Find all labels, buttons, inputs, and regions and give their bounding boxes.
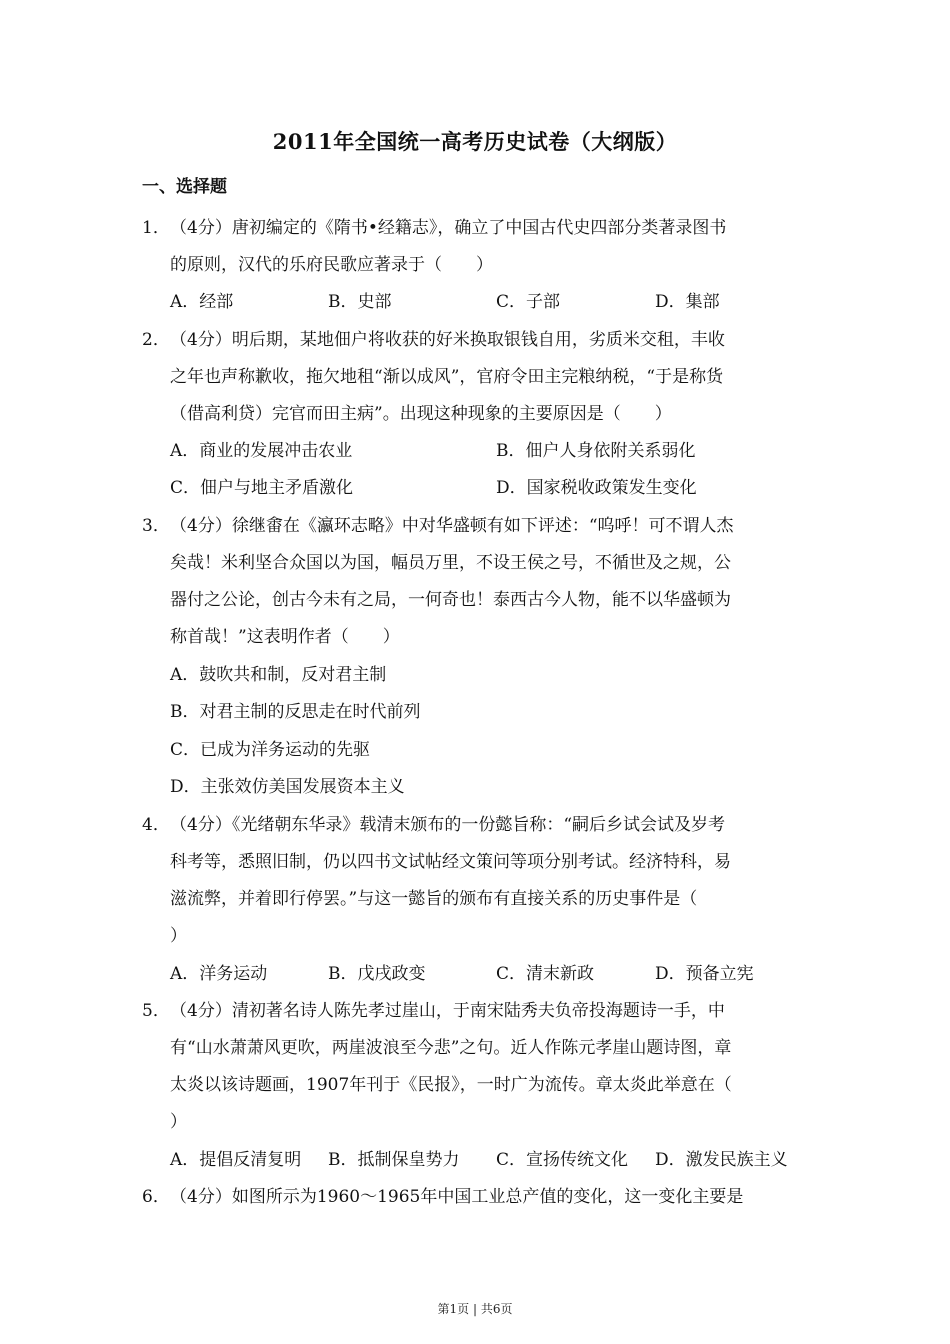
option-b: B．戊戌政变 bbox=[328, 964, 426, 984]
option-c: C．子部 bbox=[496, 292, 561, 312]
question-text-line: 称首哉！”这表明作者（ ） bbox=[170, 627, 400, 647]
option-c: C．宣扬传统文化 bbox=[496, 1150, 629, 1170]
question-number: 1． bbox=[142, 218, 170, 238]
question-text-line: 矣哉！米利坚合众国以为国，幅员万里，不设王侯之号，不循世及之规，公 bbox=[170, 553, 731, 573]
section-heading: 一、选择题 bbox=[142, 177, 227, 197]
option-c: C．已成为洋务运动的先驱 bbox=[170, 740, 371, 760]
question-text-line: （4分）唐初编定的《隋书•经籍志》，确立了中国古代史四部分类著录图书 bbox=[170, 218, 727, 238]
question-text-line: 滋流弊，并着即行停罢。”与这一懿旨的颁布有直接关系的历史事件是（ bbox=[170, 889, 698, 909]
option-c: C．清末新政 bbox=[496, 964, 595, 984]
question-number: 4． bbox=[142, 815, 170, 835]
option-d: D．预备立宪 bbox=[655, 964, 754, 984]
question-number: 6． bbox=[142, 1187, 170, 1207]
option-a: A．商业的发展冲击农业 bbox=[170, 441, 353, 461]
option-d: D．激发民族主义 bbox=[655, 1150, 788, 1170]
option-c: C．佃户与地主矛盾激化 bbox=[170, 478, 354, 498]
option-b: B．对君主制的反思走在时代前列 bbox=[170, 702, 421, 722]
option-a: A．经部 bbox=[170, 292, 234, 312]
question-text-line: （4分）《光绪朝东华录》载清末颁布的一份懿旨称：“嗣后乡试会试及岁考 bbox=[170, 815, 726, 835]
question-number: 5． bbox=[142, 1001, 170, 1021]
question-text-line: （4分）如图所示为1960～1965年中国工业总产值的变化，这一变化主要是 bbox=[170, 1187, 744, 1207]
option-d: D．国家税收政策发生变化 bbox=[496, 478, 697, 498]
page-footer: 第1页 | 共6页 bbox=[437, 1302, 513, 1316]
option-a: A．鼓吹共和制，反对君主制 bbox=[170, 665, 387, 685]
question-text-line: 太炎以该诗题画，1907年刊于《民报》，一时广为流传。章太炎此举意在（ bbox=[170, 1075, 732, 1095]
option-b: B．佃户人身依附关系弱化 bbox=[496, 441, 696, 461]
option-d: D．集部 bbox=[655, 292, 720, 312]
option-a: A．洋务运动 bbox=[170, 964, 268, 984]
question-text-line: ） bbox=[170, 926, 187, 946]
question-text-line: 的原则，汉代的乐府民歌应著录于（ ） bbox=[170, 255, 493, 275]
option-b: B．抵制保皇势力 bbox=[328, 1150, 460, 1170]
question-text-line: （4分）明后期，某地佃户将收获的好米换取银钱自用，劣质米交租，丰收 bbox=[170, 330, 725, 350]
option-d: D．主张效仿美国发展资本主义 bbox=[170, 777, 405, 797]
question-text-line: （4分）清初著名诗人陈先孝过崖山，于南宋陆秀夫负帝投海题诗一手，中 bbox=[170, 1001, 725, 1021]
question-number: 3． bbox=[142, 516, 170, 536]
question-text-line: 有“山水萧萧风更吹，两崖波浪至今悲”之句。近人作陈元孝崖山题诗图，章 bbox=[170, 1038, 732, 1058]
question-text-line: 科考等，悉照旧制，仍以四书文试帖经文策问等项分别考试。经济特科，易 bbox=[170, 852, 731, 872]
option-b: B．史部 bbox=[328, 292, 392, 312]
question-number: 2． bbox=[142, 330, 170, 350]
question-text-line: 器付之公论，创古今未有之局，一何奇也！泰西古今人物，能不以华盛顿为 bbox=[170, 590, 731, 610]
question-text-line: ） bbox=[170, 1112, 187, 1132]
question-text-line: （4分）徐继畬在《瀛环志略》中对华盛顿有如下评述：“呜呼！可不谓人杰 bbox=[170, 516, 734, 536]
question-text-line: 之年也声称歉收，拖欠地租“渐以成风”，官府令田主完粮纳税，“于是称货 bbox=[170, 367, 724, 387]
question-text-line: （借高利贷）完官而田主病”。出现这种现象的主要原因是（ ） bbox=[170, 404, 672, 424]
page-title: 2011年全国统一高考历史试卷（大纲版） bbox=[272, 129, 678, 154]
option-a: A．提倡反清复明 bbox=[170, 1150, 302, 1170]
